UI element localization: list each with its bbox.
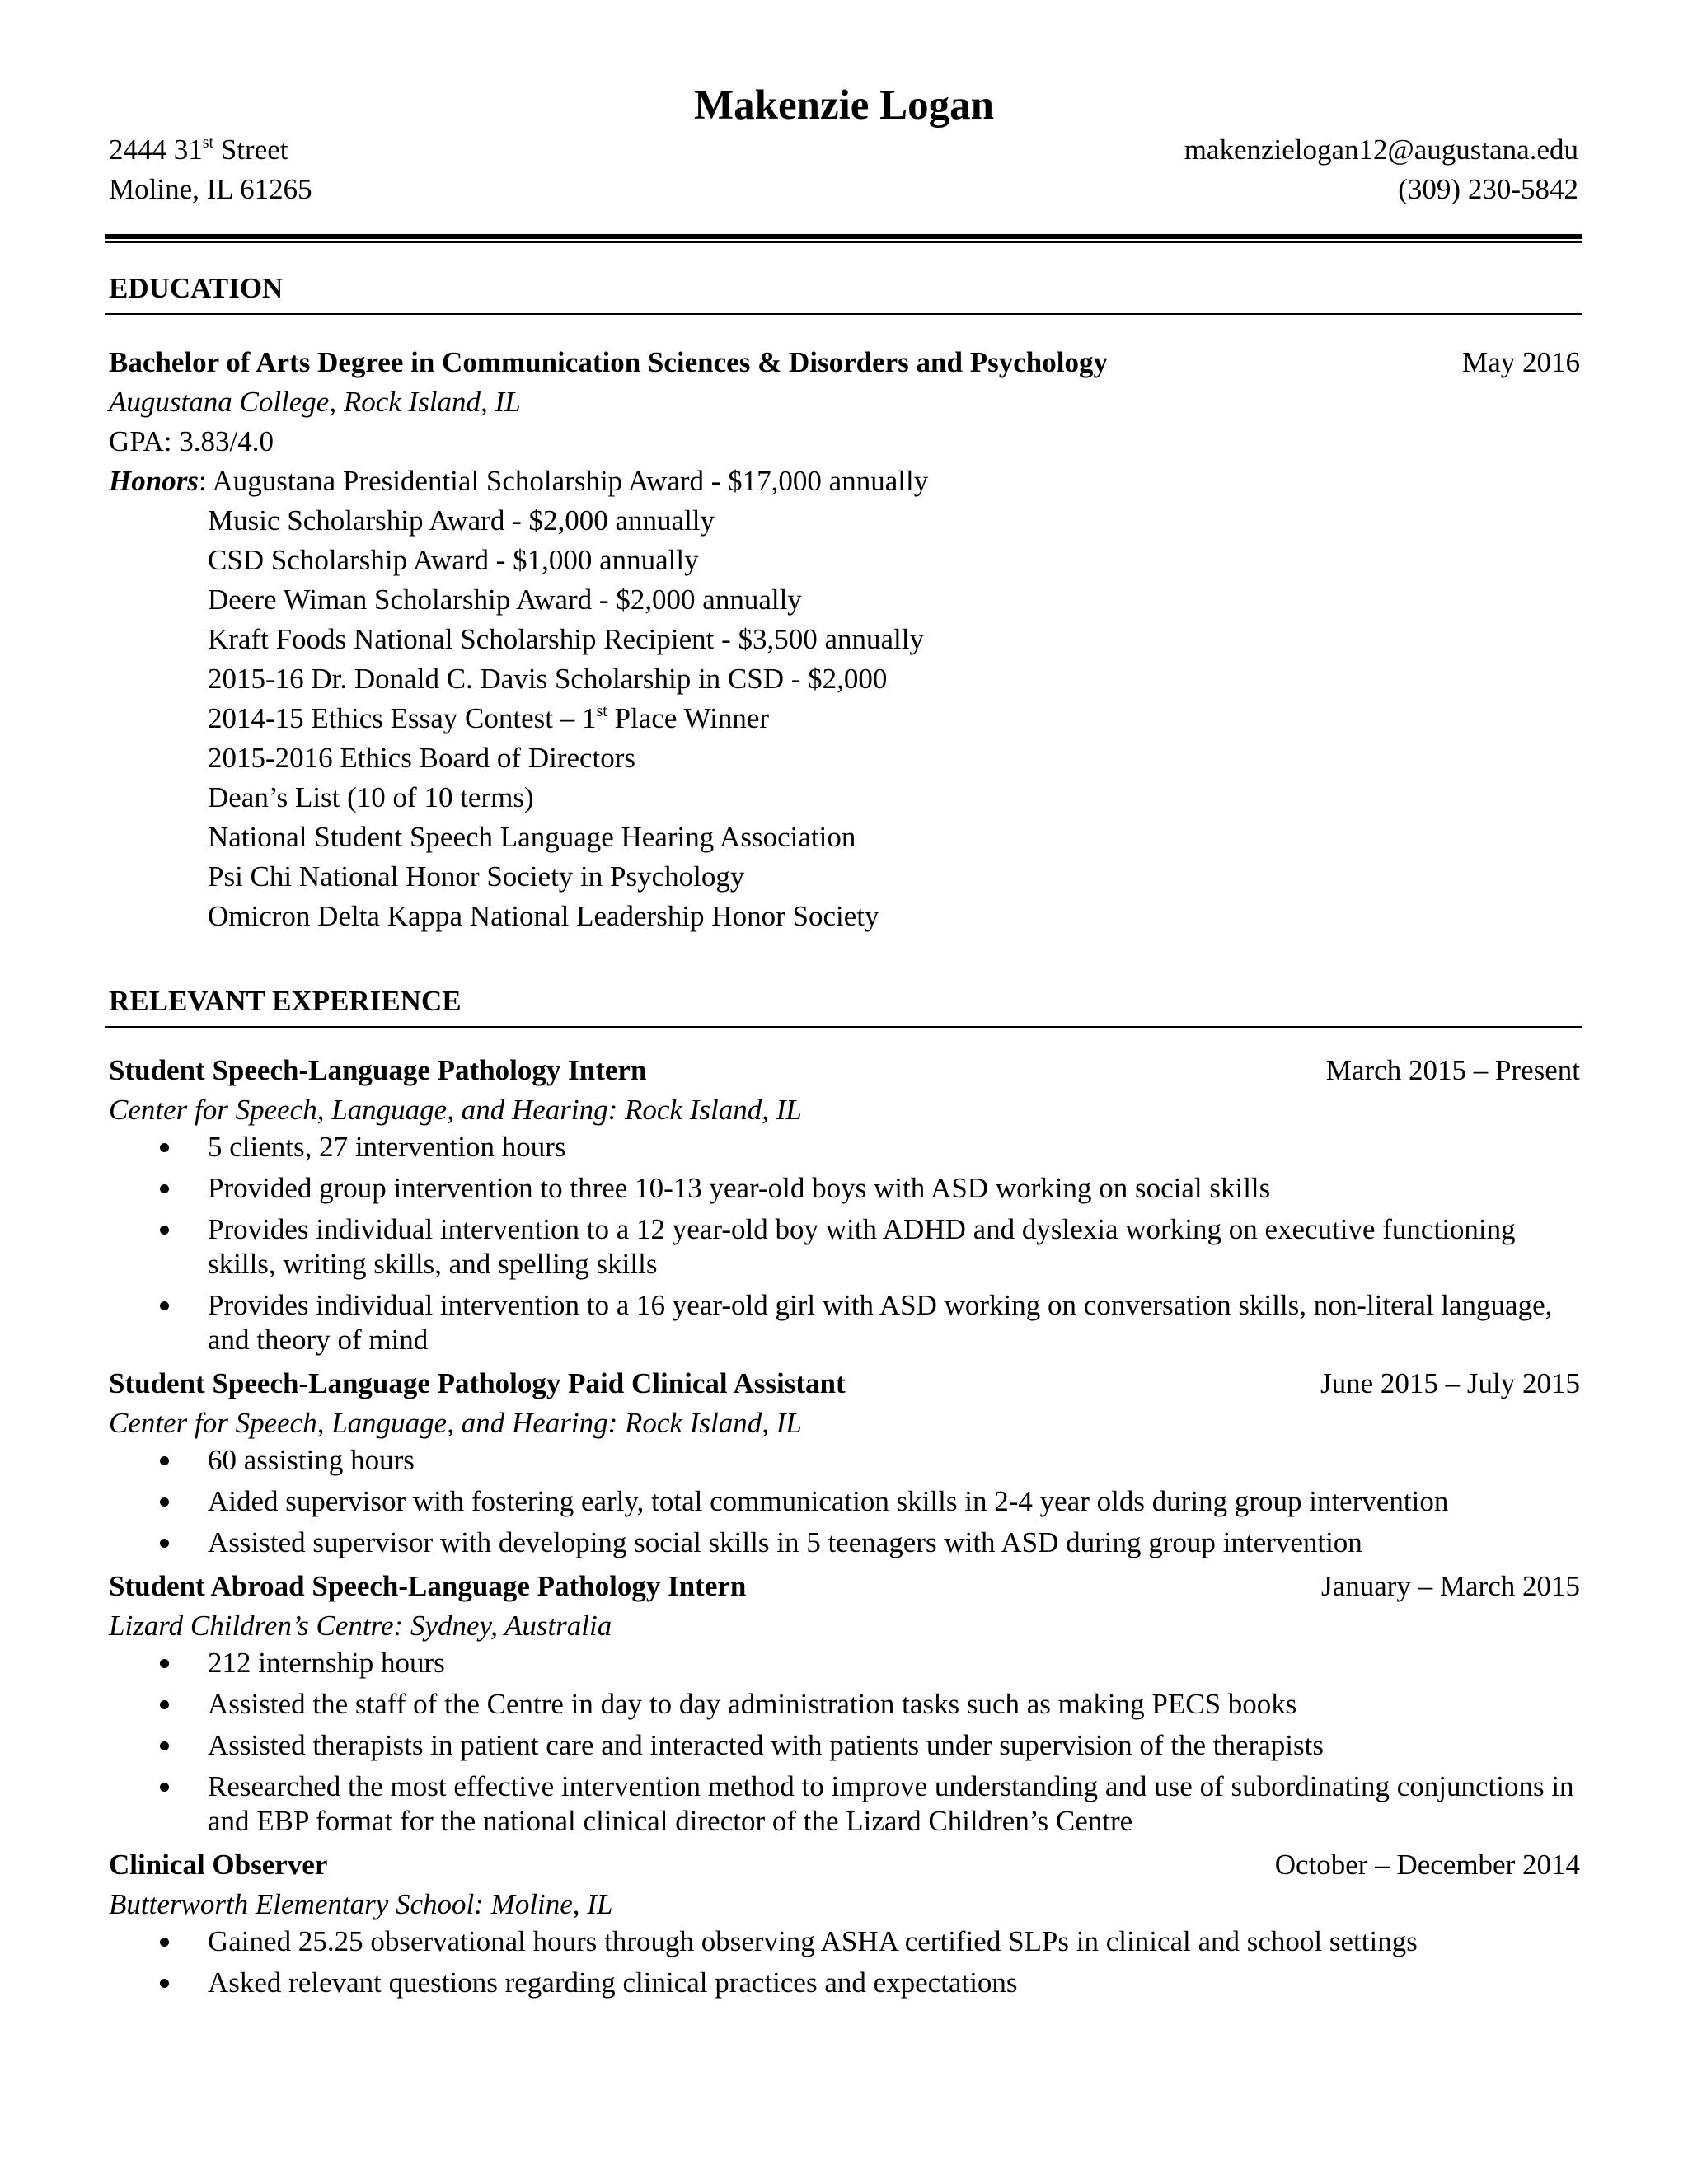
degree-title: Bachelor of Arts Degree in Communication Sciences & Disorders and Psychology (109, 346, 1108, 378)
bullet-item: 60 assisting hours (109, 1443, 1582, 1478)
degree-row (109, 343, 1582, 382)
bullet-item: Assisted the staff of the Centre in day to day administration tasks such as making PECS books (109, 1687, 1582, 1722)
job-title: Student Speech-Language Pathology Intern (109, 1054, 647, 1086)
job-title: Student Abroad Speech-Language Pathology Intern (109, 1570, 747, 1602)
honor-item: Psi Chi National Honor Society in Psychology (208, 860, 745, 893)
job-org: Center for Speech, Language, and Hearing: Rock Island, IL (109, 1407, 802, 1439)
street-address: 2444 31st Street (109, 134, 288, 166)
honor-item: National Student Speech Language Hearing Association (208, 821, 856, 853)
honor-item: 2015-16 Dr. Donald C. Davis Scholarship in CSD - $2,000 (208, 663, 888, 695)
job-bullets (109, 1646, 1582, 1839)
job-title: Clinical Observer (109, 1849, 328, 1881)
job-title: Student Speech-Language Pathology Paid Clinical Assistant (109, 1367, 846, 1399)
job-date: March 2015 – Present (1325, 1054, 1580, 1086)
honor-item: CSD Scholarship Award - $1,000 annually (208, 544, 699, 576)
honors-first-line: Honors: Augustana Presidential Scholarship Award - $17,000 annually (109, 465, 929, 497)
job-bullets (109, 1924, 1582, 2000)
experience-section (109, 982, 1582, 2007)
city-line: Moline, IL 61265 (109, 173, 312, 205)
job-date: October – December 2014 (1274, 1849, 1580, 1881)
education-section (109, 269, 1582, 936)
job-date: June 2015 – July 2015 (1320, 1367, 1580, 1399)
bullet-item: Assisted supervisor with developing social skills in 5 teenagers with ASD during group intervention (109, 1526, 1582, 1560)
bullet-item: Aided supervisor with fostering early, total communication skills in 2-4 year olds during group intervention (109, 1484, 1582, 1519)
bullet-item: Researched the most effective intervention method to improve understanding and use of subordinating conjunctions in and EBP format for the national clinical director of the Lizard Children’s Centre (109, 1769, 1582, 1839)
header-divider (106, 234, 1582, 239)
honor-item: Dean’s List (10 of 10 terms) (208, 781, 534, 813)
education-heading: EDUCATION (106, 269, 1582, 315)
job-bullets (109, 1130, 1582, 1357)
gpa: GPA: 3.83/4.0 (109, 425, 274, 457)
bullet-item: Gained 25.25 observational hours through observing ASHA certified SLPs in clinical and school settings (109, 1924, 1582, 1959)
honor-item: Kraft Foods National Scholarship Recipient - $3,500 annually (208, 623, 925, 655)
bullet-item: Asked relevant questions regarding clinical practices and expectations (109, 1966, 1582, 2000)
header-divider-thin (106, 241, 1582, 243)
honor-item: Music Scholarship Award - $2,000 annually (208, 504, 715, 537)
job-entry (109, 1567, 1582, 1839)
honor-item: Deere Wiman Scholarship Award - $2,000 annually (208, 583, 802, 616)
job-org: Center for Speech, Language, and Hearing: Rock Island, IL (109, 1094, 802, 1126)
job-entry (109, 1845, 1582, 2000)
honor-item-ethics: 2014-15 Ethics Essay Contest – 1st Place Winner (208, 702, 770, 734)
bullet-item: Provides individual intervention to a 16 year-old girl with ASD working on conversation skills, non-literal language, and theory of mind (109, 1288, 1582, 1357)
experience-heading: RELEVANT EXPERIENCE (106, 982, 1582, 1028)
honor-item: 2015-2016 Ethics Board of Directors (208, 742, 636, 774)
honor-item: Omicron Delta Kappa National Leadership Honor Society (208, 900, 879, 932)
degree-date: May 2016 (1462, 346, 1580, 378)
bullet-item: Provided group intervention to three 10-13 year-old boys with ASD working on social skills (109, 1171, 1582, 1206)
contact-block (109, 130, 1578, 209)
job-entry (109, 1364, 1582, 1560)
honors-label: Honors (109, 465, 199, 497)
job-date: January – March 2015 (1321, 1570, 1580, 1602)
job-bullets (109, 1443, 1582, 1560)
bullet-item: Assisted therapists in patient care and interacted with patients under supervision of the therapists (109, 1728, 1582, 1763)
job-org: Lizard Children’s Centre: Sydney, Australia (109, 1610, 612, 1642)
applicant-name: Makenzie Logan (693, 82, 995, 129)
bullet-item: Provides individual intervention to a 12 year-old boy with ADHD and dyslexia working on executive functioning skills, writing skills, and spelling skills (109, 1212, 1582, 1282)
bullet-item: 5 clients, 27 intervention hours (109, 1130, 1582, 1165)
bullet-item: 212 internship hours (109, 1646, 1582, 1680)
job-org: Butterworth Elementary School: Moline, IL (109, 1888, 613, 1920)
phone-number: (309) 230-5842 (1398, 173, 1578, 205)
job-entry (109, 1051, 1582, 1357)
email-link[interactable]: makenzielogan12@augustana.edu (1184, 134, 1578, 166)
honors-list (109, 501, 1582, 936)
school-name: Augustana College, Rock Island, IL (109, 386, 521, 418)
